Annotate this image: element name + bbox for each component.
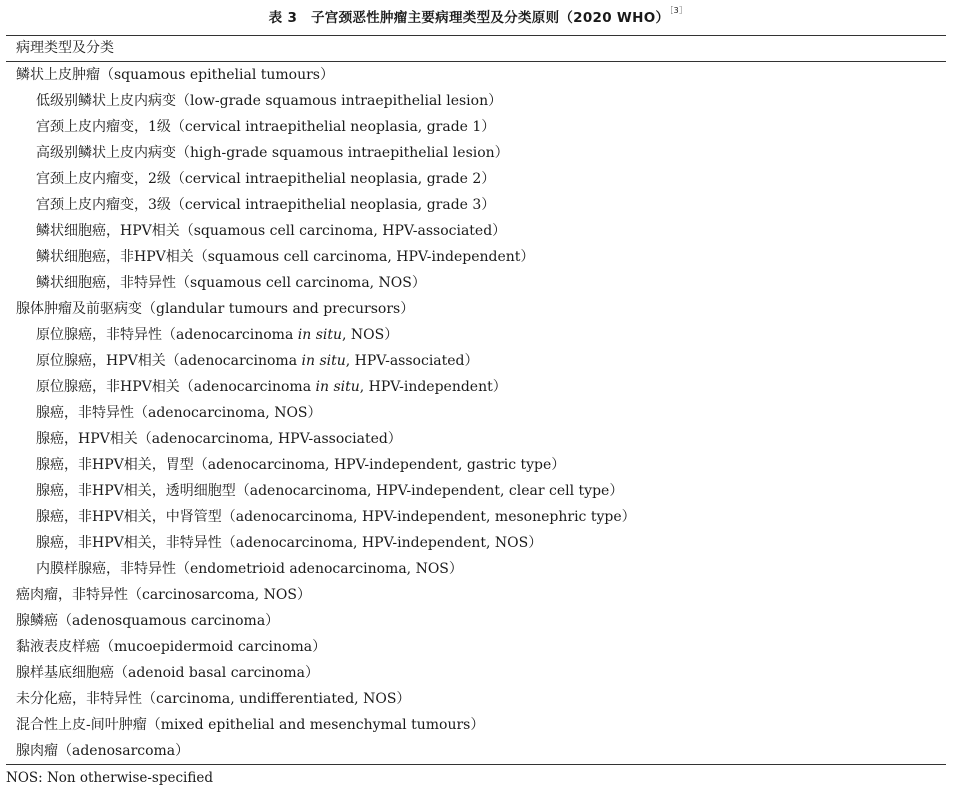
row-text: 鳞状细胞癌，非HPV相关（squamous cell carcinoma, HPV-independent） bbox=[36, 249, 535, 265]
row-text: in situ bbox=[297, 327, 343, 343]
row-text: 鳞状上皮肿瘤（squamous epithelial tumours） bbox=[16, 67, 334, 83]
subcategory-row bbox=[0, 478, 956, 504]
subcategory-row bbox=[0, 322, 956, 348]
row-text: 未分化癌，非特异性（carcinoma, undifferentiated, NOS） bbox=[16, 691, 411, 707]
category-row bbox=[0, 582, 956, 608]
row-text: 混合性上皮-间叶肿瘤（mixed epithelial and mesenchymal tumours） bbox=[16, 717, 485, 733]
row-text: 原位腺癌，非HPV相关（adenocarcinoma bbox=[36, 379, 316, 395]
row-text: 腺癌，非HPV相关，胃型（adenocarcinoma, HPV-independent, gastric type） bbox=[36, 457, 566, 473]
row-text: , HPV-associated） bbox=[345, 353, 479, 369]
row-text: 内膜样腺癌，非特异性（endometrioid adenocarcinoma, NOS） bbox=[36, 561, 463, 577]
row-text: 原位腺癌，HPV相关（adenocarcinoma bbox=[36, 353, 302, 369]
subcategory-row bbox=[0, 504, 956, 530]
row-text: 高级别鳞状上皮内病变（high-grade squamous intraepithelial lesion） bbox=[36, 145, 509, 161]
row-text: 原位腺癌，非特异性（adenocarcinoma bbox=[36, 327, 298, 343]
category-row bbox=[0, 660, 956, 686]
category-row bbox=[0, 634, 956, 660]
row-text: 腺癌，非HPV相关，非特异性（adenocarcinoma, HPV-independent, NOS） bbox=[36, 535, 543, 551]
category-row bbox=[0, 296, 956, 322]
top-rule bbox=[6, 35, 946, 36]
row-text: 黏液表皮样癌（mucoepidermoid carcinoma） bbox=[16, 639, 327, 655]
subcategory-row bbox=[0, 270, 956, 296]
row-text: 腺癌，非HPV相关，中肾管型（adenocarcinoma, HPV-independent, mesonephric type） bbox=[36, 509, 636, 525]
footnote: NOS: Non otherwise-specified bbox=[6, 770, 214, 786]
row-text: in situ bbox=[301, 353, 346, 369]
row-text: 腺癌，HPV相关（adenocarcinoma, HPV-associated） bbox=[36, 431, 402, 447]
row-text: 腺体肿瘤及前驱病变（glandular tumours and precursors） bbox=[16, 301, 415, 317]
row-text: 宫颈上皮内瘤变，1级（cervical intraepithelial neoplasia, grade 1） bbox=[36, 119, 496, 135]
row-text: 腺鳞癌（adenosquamous carcinoma） bbox=[16, 613, 280, 629]
subcategory-row bbox=[0, 452, 956, 478]
subcategory-row bbox=[0, 400, 956, 426]
row-text: 鳞状细胞癌，HPV相关（squamous cell carcinoma, HPV-associated） bbox=[36, 223, 507, 239]
category-row bbox=[0, 608, 956, 634]
subcategory-row bbox=[0, 556, 956, 582]
category-row bbox=[0, 62, 956, 88]
row-text: 腺肉瘤（adenosarcoma） bbox=[16, 743, 190, 759]
table-body bbox=[0, 62, 956, 764]
bottom-rule bbox=[6, 764, 946, 765]
table-title-text: 表 3 子宫颈恶性肿瘤主要病理类型及分类原则（2020 WHO） bbox=[268, 10, 670, 26]
table-title bbox=[0, 6, 956, 26]
row-text: in situ bbox=[315, 379, 360, 395]
subcategory-row bbox=[0, 244, 956, 270]
subcategory-row bbox=[0, 114, 956, 140]
category-row bbox=[0, 712, 956, 738]
subcategory-row bbox=[0, 530, 956, 556]
reference-marker: ［3］ bbox=[669, 6, 688, 15]
subcategory-row bbox=[0, 140, 956, 166]
row-text: 低级别鳞状上皮内病变（low-grade squamous intraepithelial lesion） bbox=[36, 93, 503, 109]
row-text: 宫颈上皮内瘤变，2级（cervical intraepithelial neoplasia, grade 2） bbox=[36, 171, 496, 187]
subcategory-row bbox=[0, 166, 956, 192]
row-text: 腺样基底细胞癌（adenoid basal carcinoma） bbox=[16, 665, 319, 681]
column-header: 病理类型及分类 bbox=[16, 40, 114, 56]
row-text: 腺癌，非HPV相关，透明细胞型（adenocarcinoma, HPV-independent, clear cell type） bbox=[36, 483, 624, 499]
subcategory-row bbox=[0, 192, 956, 218]
row-text: 癌肉瘤，非特异性（carcinosarcoma, NOS） bbox=[16, 587, 311, 603]
row-text: , NOS） bbox=[342, 327, 399, 343]
subcategory-row bbox=[0, 218, 956, 244]
subcategory-row bbox=[0, 426, 956, 452]
subcategory-row bbox=[0, 348, 956, 374]
subcategory-row bbox=[0, 374, 956, 400]
category-row bbox=[0, 738, 956, 764]
row-text: , HPV-independent） bbox=[359, 379, 507, 395]
subcategory-row bbox=[0, 88, 956, 114]
row-text: 宫颈上皮内瘤变，3级（cervical intraepithelial neoplasia, grade 3） bbox=[36, 197, 496, 213]
row-text: 鳞状细胞癌，非特异性（squamous cell carcinoma, NOS） bbox=[36, 275, 426, 291]
row-text: 腺癌，非特异性（adenocarcinoma, NOS） bbox=[36, 405, 322, 421]
category-row bbox=[0, 686, 956, 712]
